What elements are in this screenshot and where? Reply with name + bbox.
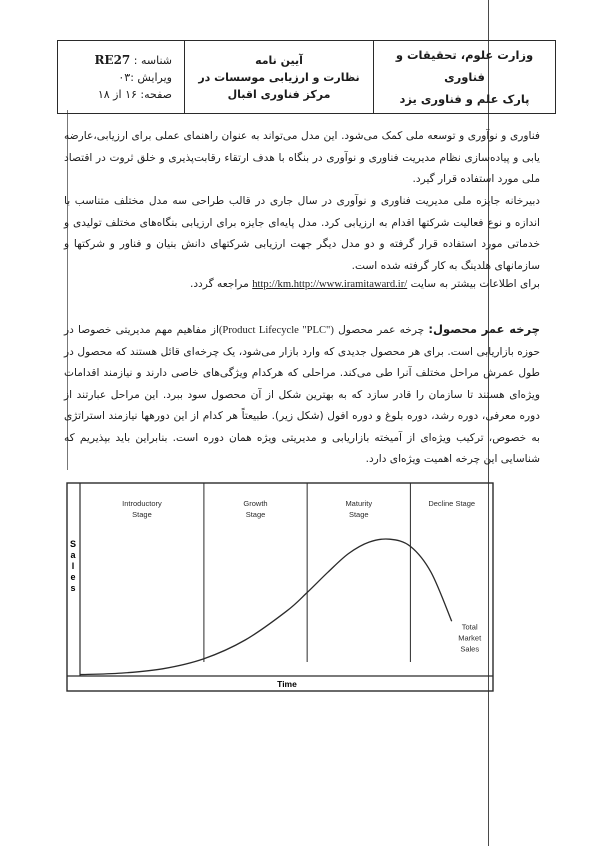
paragraph-more-info — [64, 274, 540, 296]
header-document-info — [58, 41, 185, 113]
document-header — [57, 40, 556, 114]
stage-label: Stage — [132, 510, 152, 519]
park-name: پارک علم و فناوری یزد — [399, 92, 530, 106]
product-lifecycle-chart — [66, 482, 494, 692]
y-axis-label-letter: e — [70, 572, 76, 582]
x-axis-label: Time — [277, 679, 297, 689]
plc-english-term: (Product Lifecycle "PLC") — [218, 325, 334, 336]
title-line-2: نظارت و ارزیابی موسسات در — [198, 70, 360, 84]
stage-label: Decline Stage — [428, 499, 476, 508]
header-document-title — [185, 41, 374, 113]
paragraph-award-secretariat: دبیرخانه جایزه ملی مدیریت فناوری و نوآوری در سال جاری در قالب طراحی سه مدل مختلف متناسب با اندازه و نوع فعالیت شرکتها اقدام به ارزیابی کرد. مدل پایه‌ای جایزه برای ارزیابی بنگاه‌های مختلف تولیدی و خدماتی مورد استفاده قرار گرفته و دو مدل دیگر جهت ارزیابی شرکتهای دانش بنیان و فناور و شرکتها و سازمانهای هلدینگ به کار گرفته شده است. — [64, 195, 540, 272]
plc-description: از مفاهیم مهم مدیریتی خصوصا در حوزه بازاریابی است. برای هر محصول جدیدی که وارد بازار می‌شود، یک چرخه‌ای قائل هستند که محصول در طول عمرش مراحل مختلف آنرا طی می‌کند. مراحلی که هرکدام ویژگی‌های خاصی دارند و نیازمند اقدامات ویژه‌ای هستند تا سازمان را قادر سازد که به بهترین شکل از آن محصول سود ببرد. این مراحل عبارتند از دوره معرفی، دوره رشد، دوره بلوغ و دوره افول (شکل زیر). طبیعتاً هر کدام از این دورهها نیازمند استراتژی به خصوص، ترکیب ویژه‌ای از آمیخته بازاریابی و مدیریتی ویژه همان دوره است. بنابراین باید بپذیریم که شناسایی این چرخه اهمیت ویژه‌ای دارد. — [64, 324, 540, 465]
y-axis-label — [70, 539, 77, 593]
paragraph-product-lifecycle — [64, 319, 540, 471]
series-label-word: Total — [461, 622, 478, 632]
stage-label: Growth — [243, 499, 268, 508]
series-label-word: Sales — [460, 644, 480, 654]
stage-label: Maturity — [345, 499, 373, 508]
title-line-1: آیین نامه — [255, 53, 303, 67]
stage-dividers — [204, 483, 411, 662]
award-website-link[interactable]: http://km.http://www.iramitaward.ir/ — [252, 279, 408, 290]
code-label: شناسه : — [133, 53, 172, 67]
document-code — [58, 52, 172, 69]
header-organization — [374, 41, 555, 113]
stage-labels — [122, 499, 475, 519]
y-axis-label-letter: l — [71, 561, 75, 571]
y-axis-label-letter: S — [69, 539, 77, 549]
y-axis-label-letter: a — [70, 550, 76, 560]
ministry-name: وزارت علوم، تحقیقات و فناوری — [395, 48, 534, 84]
code-value: RE27 — [94, 52, 131, 67]
title-line-3: مرکز فناوری اقبال — [227, 87, 331, 101]
page-number: صفحه: ۱۶ از ۱۸ — [97, 87, 172, 101]
section-term-heading: چرخه عمر محصول: — [428, 322, 540, 336]
series-label — [458, 622, 482, 653]
paragraph-award-model: فناوری و نوآوری و توسعه ملی کمک می‌شود. این مدل می‌تواند به عنوان راهنمای عملی برای ارزیابی،عارضه یابی و پیاده‌سازی نظام مدیریت فناوری و نوآوری در بنگاه با هدف ارتقاء رقابت‌پذیری و خلق ثروت در اقتصاد ملی مورد استفاده قرار گیرد. — [64, 130, 540, 185]
y-axis-label-letter: s — [70, 583, 76, 593]
revision-number: ویرایش :۰۳ — [118, 70, 172, 84]
plc-intro: چرخه عمر محصول — [338, 324, 425, 336]
plc-chart-svg — [66, 482, 494, 692]
total-market-sales-curve — [80, 539, 452, 675]
chart-border — [67, 483, 493, 691]
more-info-suffix: مراجعه گردد. — [189, 278, 249, 290]
series-label-word: Market — [458, 633, 482, 643]
more-info-text: برای اطلاعات بیشتر به سایت — [410, 278, 540, 290]
stage-label: Introductory — [122, 499, 162, 508]
stage-label: Stage — [245, 510, 266, 519]
stage-label: Stage — [348, 510, 369, 519]
